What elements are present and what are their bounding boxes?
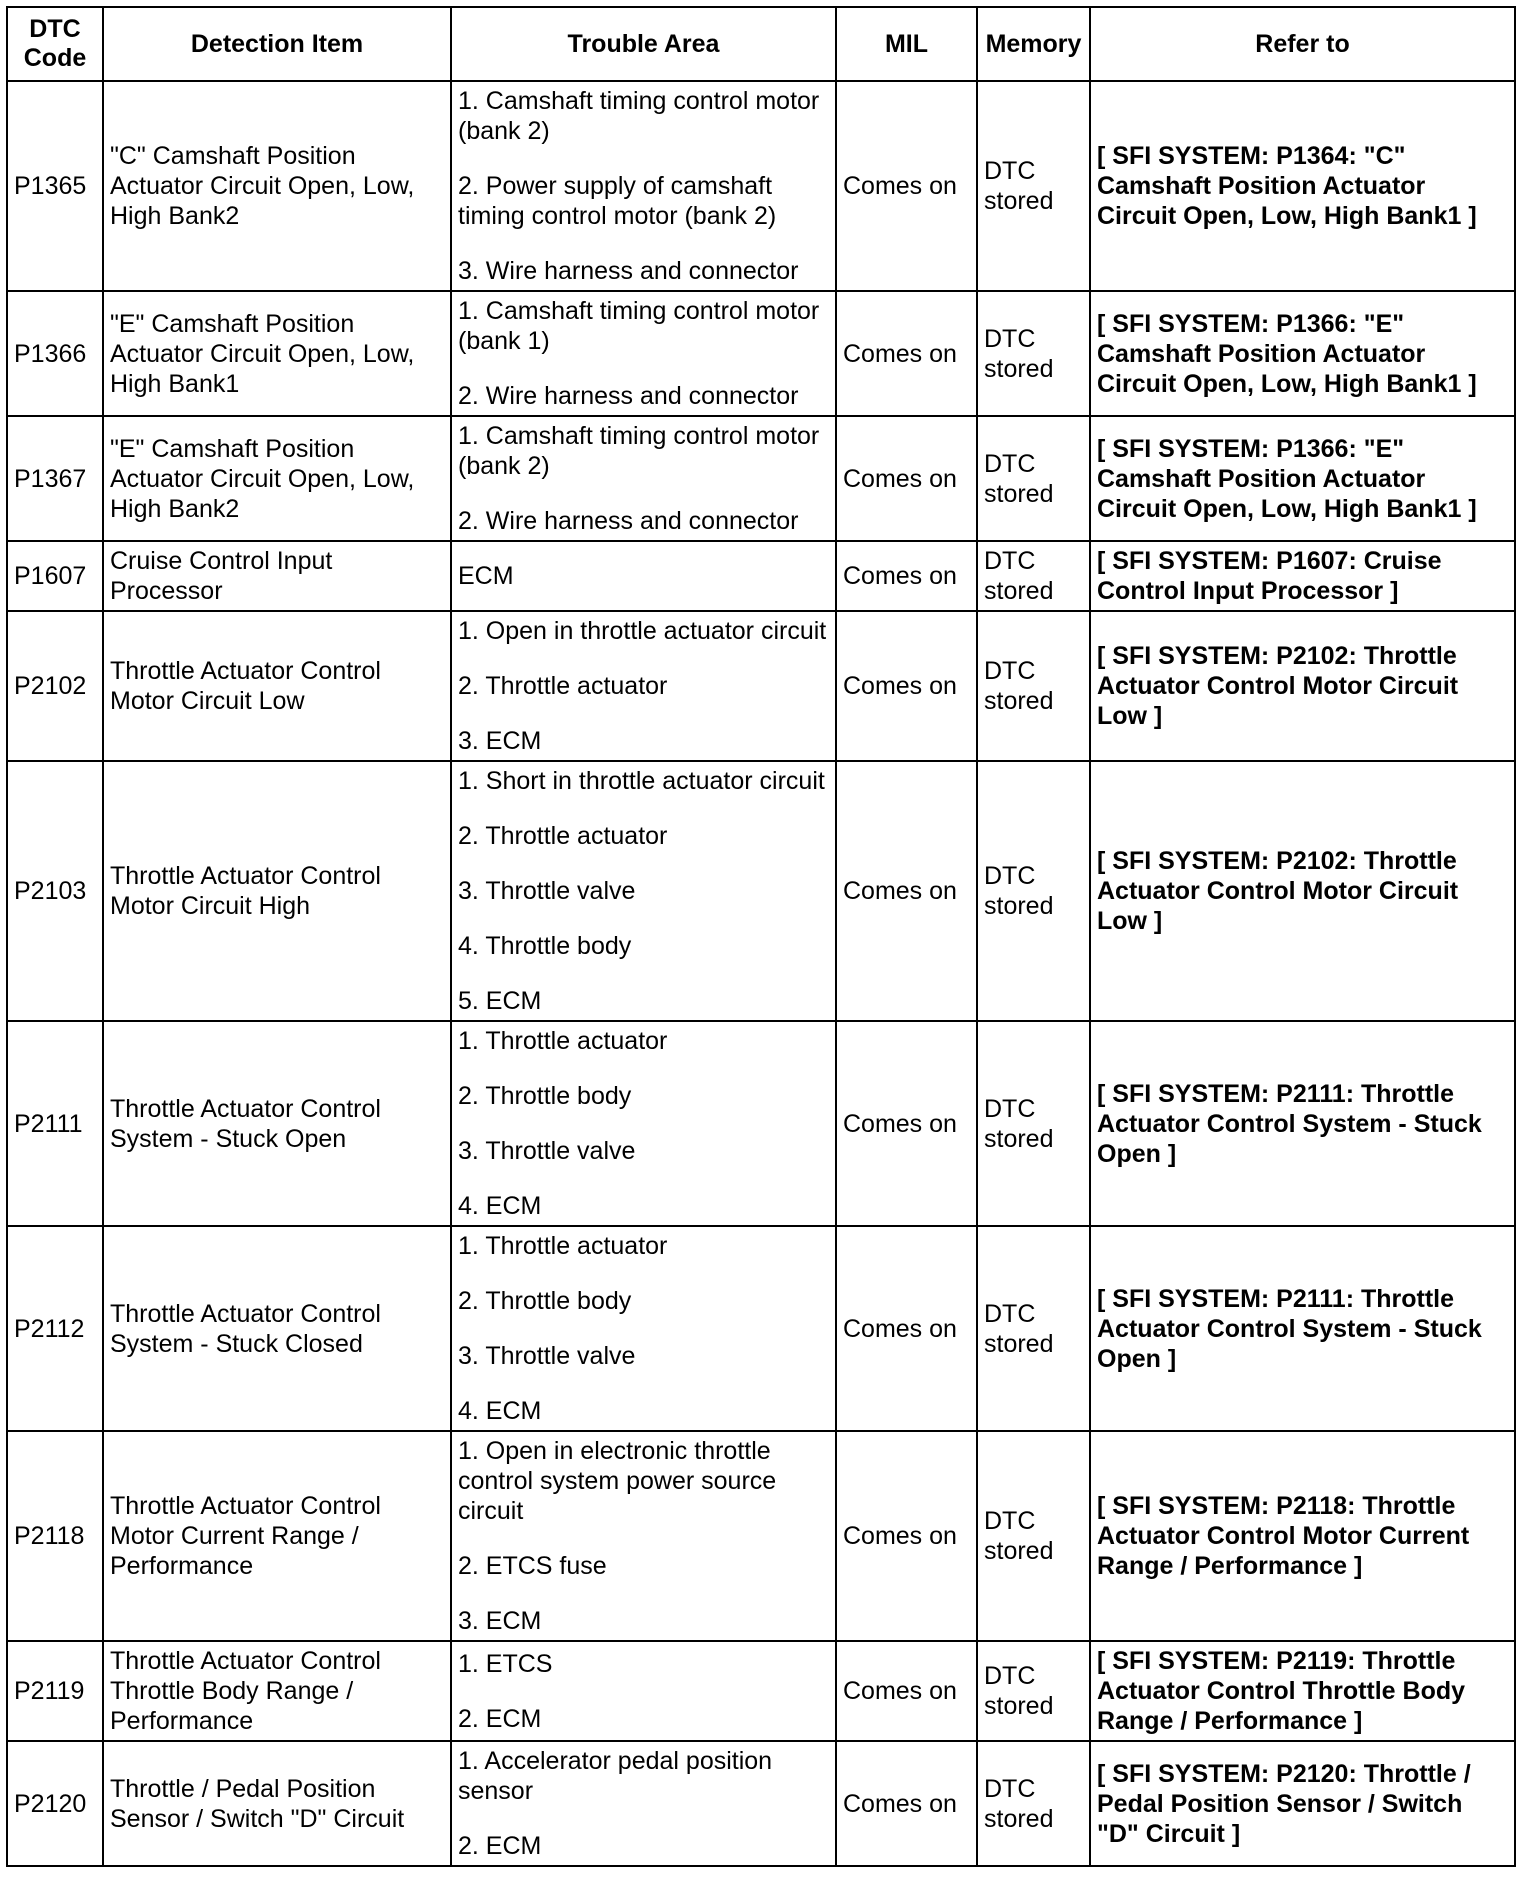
detection-item-cell: Throttle Actuator Control Throttle Body Range / Performance — [103, 1641, 451, 1741]
memory-cell: DTC stored — [977, 1741, 1090, 1866]
memory-cell: DTC stored — [977, 1431, 1090, 1641]
trouble-area-cell — [451, 1741, 836, 1866]
mil-cell: Comes on — [836, 1741, 977, 1866]
trouble-area-item: 5. ECM — [458, 987, 542, 1015]
trouble-area-list — [458, 86, 829, 286]
detection-item-cell: "C" Camshaft Position Actuator Circuit Open, Low, High Bank2 — [103, 81, 451, 291]
memory-cell: DTC stored — [977, 541, 1090, 611]
dtc-code-cell: P2103 — [7, 761, 103, 1021]
trouble-area-item: 3. ECM — [458, 727, 542, 755]
trouble-area-item: 1. Camshaft timing control motor (bank 2) — [458, 87, 820, 145]
header-dtc-code: DTC Code — [7, 7, 103, 81]
trouble-area-item: 2. ECM — [458, 1704, 542, 1733]
refer-to-cell: [ SFI SYSTEM: P2102: Throttle Actuator Control Motor Circuit Low ] — [1090, 611, 1515, 761]
detection-item-cell: Throttle Actuator Control System - Stuck Open — [103, 1021, 451, 1226]
mil-cell: Comes on — [836, 416, 977, 541]
dtc-code-cell: P1367 — [7, 416, 103, 541]
detection-item-cell: Throttle / Pedal Position Sensor / Switch "D" Circuit — [103, 1741, 451, 1866]
trouble-area-item: 4. ECM — [458, 1192, 542, 1220]
dtc-code-cell: P2120 — [7, 1741, 103, 1866]
dtc-code-cell: P2119 — [7, 1641, 103, 1741]
table-row — [7, 761, 1515, 1021]
detection-item-cell: Throttle Actuator Control Motor Circuit Low — [103, 611, 451, 761]
mil-cell: Comes on — [836, 761, 977, 1021]
trouble-area-cell — [451, 291, 836, 416]
header-mil: MIL — [836, 7, 977, 81]
detection-item-cell: Cruise Control Input Processor — [103, 541, 451, 611]
dtc-code-cell: P1607 — [7, 541, 103, 611]
memory-cell: DTC stored — [977, 1021, 1090, 1226]
memory-cell: DTC stored — [977, 81, 1090, 291]
detection-item-cell: Throttle Actuator Control System - Stuck Closed — [103, 1226, 451, 1431]
trouble-area-cell — [451, 1641, 836, 1741]
trouble-area-item: 1. Open in throttle actuator circuit — [458, 617, 827, 645]
table-row — [7, 1226, 1515, 1431]
table-row — [7, 1021, 1515, 1226]
table-row — [7, 416, 1515, 541]
table-row — [7, 1641, 1515, 1741]
trouble-area-cell — [451, 81, 836, 291]
trouble-area-item: 1. Camshaft timing control motor (bank 1) — [458, 297, 820, 355]
trouble-area-cell — [451, 1431, 836, 1641]
trouble-area-list — [458, 421, 829, 536]
refer-to-cell: [ SFI SYSTEM: P2118: Throttle Actuator Control Motor Current Range / Performance ] — [1090, 1431, 1515, 1641]
trouble-area-item: 2. Power supply of camshaft timing control motor (bank 2) — [458, 172, 777, 230]
mil-cell: Comes on — [836, 1431, 977, 1641]
dtc-code-cell: P2118 — [7, 1431, 103, 1641]
trouble-area-list — [458, 296, 829, 411]
dtc-code-cell: P2102 — [7, 611, 103, 761]
memory-cell: DTC stored — [977, 761, 1090, 1021]
header-detection-item: Detection Item — [103, 7, 451, 81]
trouble-area-item: 2. ETCS fuse — [458, 1552, 607, 1580]
refer-to-cell: [ SFI SYSTEM: P2111: Throttle Actuator Control System - Stuck Open ] — [1090, 1226, 1515, 1431]
table-row — [7, 611, 1515, 761]
dtc-code-cell: P1365 — [7, 81, 103, 291]
table-row — [7, 1431, 1515, 1641]
trouble-area-item: 3. ECM — [458, 1607, 542, 1635]
refer-to-cell: [ SFI SYSTEM: P2102: Throttle Actuator Control Motor Circuit Low ] — [1090, 761, 1515, 1021]
trouble-area-cell — [451, 416, 836, 541]
trouble-area-item: 1. Short in throttle actuator circuit — [458, 767, 825, 795]
trouble-area-cell — [451, 1021, 836, 1226]
dtc-code-cell: P2112 — [7, 1226, 103, 1431]
mil-cell: Comes on — [836, 291, 977, 416]
trouble-area-item: 2. Throttle body — [458, 1082, 632, 1110]
refer-to-cell: [ SFI SYSTEM: P1364: "C" Camshaft Position Actuator Circuit Open, Low, High Bank1 ] — [1090, 81, 1515, 291]
mil-cell: Comes on — [836, 1226, 977, 1431]
memory-cell: DTC stored — [977, 416, 1090, 541]
trouble-area-item: 2. Throttle actuator — [458, 822, 668, 850]
trouble-area-list — [458, 1231, 829, 1426]
mil-cell: Comes on — [836, 1021, 977, 1226]
trouble-area-item: 1. Throttle actuator — [458, 1232, 668, 1260]
trouble-area-item: 1. Throttle actuator — [458, 1027, 668, 1055]
refer-to-cell: [ SFI SYSTEM: P2119: Throttle Actuator Control Throttle Body Range / Performance ] — [1090, 1641, 1515, 1741]
detection-item-cell: "E" Camshaft Position Actuator Circuit Open, Low, High Bank2 — [103, 416, 451, 541]
trouble-area-item: 1. Camshaft timing control motor (bank 2) — [458, 422, 820, 480]
header-refer-to: Refer to — [1090, 7, 1515, 81]
detection-item-cell: Throttle Actuator Control Motor Current Range / Performance — [103, 1431, 451, 1641]
detection-item-cell: Throttle Actuator Control Motor Circuit High — [103, 761, 451, 1021]
trouble-area-item: 2. Wire harness and connector — [458, 382, 799, 410]
mil-cell: Comes on — [836, 81, 977, 291]
trouble-area-item: 2. Wire harness and connector — [458, 507, 799, 535]
trouble-area-item: 2. ECM — [458, 1832, 542, 1860]
trouble-area-list — [458, 1746, 829, 1861]
trouble-area-list — [458, 1649, 829, 1734]
mil-cell: Comes on — [836, 611, 977, 761]
trouble-area-item: 1. Open in electronic throttle control system power source circuit — [458, 1437, 777, 1525]
dtc-table-container — [6, 6, 1514, 1867]
mil-cell: Comes on — [836, 541, 977, 611]
dtc-code-cell: P2111 — [7, 1021, 103, 1226]
table-body — [7, 81, 1515, 1866]
trouble-area-item: 4. ECM — [458, 1397, 542, 1425]
table-row — [7, 1741, 1515, 1866]
trouble-area-item: 3. Throttle valve — [458, 1137, 636, 1165]
trouble-area-item: 1. Accelerator pedal position sensor — [458, 1747, 773, 1805]
refer-to-cell: [ SFI SYSTEM: P1366: "E" Camshaft Position Actuator Circuit Open, Low, High Bank1 ] — [1090, 291, 1515, 416]
trouble-area-list — [458, 561, 829, 591]
detection-item-cell: "E" Camshaft Position Actuator Circuit Open, Low, High Bank1 — [103, 291, 451, 416]
trouble-area-cell — [451, 541, 836, 611]
trouble-area-item: 2. Throttle body — [458, 1287, 632, 1315]
trouble-area-list — [458, 616, 829, 756]
trouble-area-item: 1. ETCS — [458, 1649, 553, 1678]
refer-to-cell: [ SFI SYSTEM: P2111: Throttle Actuator Control System - Stuck Open ] — [1090, 1021, 1515, 1226]
header-memory: Memory — [977, 7, 1090, 81]
table-row — [7, 541, 1515, 611]
memory-cell: DTC stored — [977, 291, 1090, 416]
trouble-area-item: 2. Throttle actuator — [458, 672, 668, 700]
trouble-area-item: ECM — [458, 562, 514, 590]
trouble-area-cell — [451, 611, 836, 761]
trouble-area-list — [458, 1026, 829, 1221]
trouble-area-cell — [451, 761, 836, 1021]
header-trouble-area: Trouble Area — [451, 7, 836, 81]
header-row — [7, 7, 1515, 81]
mil-cell: Comes on — [836, 1641, 977, 1741]
trouble-area-cell — [451, 1226, 836, 1431]
trouble-area-item: 3. Throttle valve — [458, 1342, 636, 1370]
table-row — [7, 291, 1515, 416]
memory-cell: DTC stored — [977, 1641, 1090, 1741]
memory-cell: DTC stored — [977, 1226, 1090, 1431]
table-row — [7, 81, 1515, 291]
refer-to-cell: [ SFI SYSTEM: P2120: Throttle / Pedal Position Sensor / Switch "D" Circuit ] — [1090, 1741, 1515, 1866]
dtc-table — [6, 6, 1516, 1867]
trouble-area-item: 3. Throttle valve — [458, 877, 636, 905]
trouble-area-item: 4. Throttle body — [458, 932, 632, 960]
trouble-area-list — [458, 766, 829, 1016]
trouble-area-item: 3. Wire harness and connector — [458, 257, 799, 285]
memory-cell: DTC stored — [977, 611, 1090, 761]
refer-to-cell: [ SFI SYSTEM: P1366: "E" Camshaft Position Actuator Circuit Open, Low, High Bank1 ] — [1090, 416, 1515, 541]
refer-to-cell: [ SFI SYSTEM: P1607: Cruise Control Input Processor ] — [1090, 541, 1515, 611]
trouble-area-list — [458, 1436, 829, 1636]
dtc-code-cell: P1366 — [7, 291, 103, 416]
